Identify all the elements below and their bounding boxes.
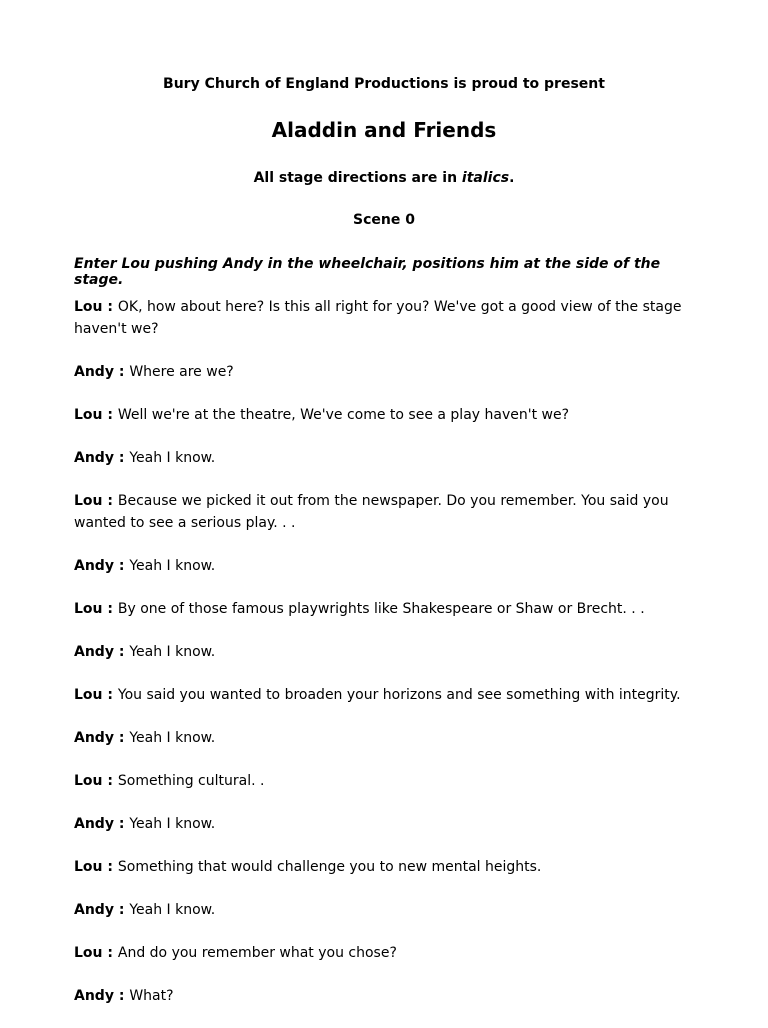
directions-note-italic: italics	[461, 170, 510, 186]
directions-note-suffix: .	[509, 170, 515, 186]
speaker-name: Andy	[74, 644, 114, 660]
speech-text: Because we picked it out from the newspaper. Do you remember. You said you wanted to see a serious play. . .	[74, 493, 669, 531]
speaker-name: Lou	[74, 859, 103, 875]
speaker-separator: :	[102, 773, 118, 789]
speaker-separator: :	[102, 299, 118, 315]
speech-text: Well we're at the theatre, We've come to see a play haven't we?	[117, 407, 570, 423]
speaker-name: Andy	[74, 988, 114, 1004]
dialogue-line	[74, 899, 702, 921]
speech-text: What?	[129, 988, 174, 1004]
speaker-separator: :	[102, 407, 118, 423]
speaker-separator: :	[113, 902, 130, 918]
speaker-separator: :	[113, 364, 130, 380]
speaker-name: Lou	[74, 407, 103, 423]
speaker-name: Lou	[74, 299, 103, 315]
dialogue-line	[74, 447, 702, 469]
speech-text: Yeah I know.	[129, 450, 216, 466]
speaker-separator: :	[113, 450, 130, 466]
speaker-name: Andy	[74, 364, 114, 380]
dialogue-line	[74, 727, 702, 749]
dialogue-line	[74, 555, 702, 577]
speaker-separator: :	[113, 730, 130, 746]
speaker-separator: :	[113, 558, 130, 574]
speaker-separator: :	[102, 945, 118, 961]
speech-text: You said you wanted to broaden your horizons and see something with integrity.	[117, 687, 681, 703]
speaker-separator: :	[102, 687, 118, 703]
speaker-name: Andy	[74, 558, 114, 574]
speaker-name: Lou	[74, 687, 103, 703]
speech-text: Where are we?	[129, 364, 234, 380]
scene-heading: Scene 0	[353, 212, 415, 228]
dialogue-line	[74, 490, 702, 534]
speaker-name: Andy	[74, 816, 114, 832]
speech-text: Yeah I know.	[129, 730, 216, 746]
stage-direction: Enter Lou pushing Andy in the wheelchair, positions him at the side of the stage.	[74, 256, 661, 288]
dialogue-line	[74, 296, 702, 340]
stage-directions-note	[0, 170, 768, 186]
speaker-separator: :	[113, 988, 130, 1004]
dialogue-line	[74, 598, 702, 620]
speaker-name: Lou	[74, 945, 103, 961]
speaker-separator: :	[113, 644, 130, 660]
dialogue-line	[74, 361, 702, 383]
speech-text: Something that would challenge you to new mental heights.	[117, 859, 542, 875]
presenter-line: Bury Church of England Productions is proud to present	[163, 76, 605, 92]
speech-text: Yeah I know.	[129, 816, 216, 832]
speech-text: Something cultural. .	[117, 773, 265, 789]
speech-text: Yeah I know.	[129, 644, 216, 660]
dialogue-line	[74, 856, 702, 878]
speaker-name: Lou	[74, 493, 103, 509]
speech-text: Yeah I know.	[129, 558, 216, 574]
dialogue-line	[74, 942, 702, 964]
directions-note-prefix: All stage directions are in	[253, 170, 462, 186]
dialogue-line	[74, 641, 702, 663]
speaker-separator: :	[113, 816, 130, 832]
dialogue-line	[74, 813, 702, 835]
speech-text: And do you remember what you chose?	[117, 945, 397, 961]
speaker-separator: :	[102, 859, 118, 875]
dialogue-line	[74, 404, 702, 426]
speech-text: By one of those famous playwrights like Shakespeare or Shaw or Brecht. . .	[117, 601, 645, 617]
dialogue-line	[74, 770, 702, 792]
speech-text: Yeah I know.	[129, 902, 216, 918]
speech-text: OK, how about here? Is this all right for you? We've got a good view of the stage haven't we?	[74, 299, 682, 337]
dialogue	[74, 296, 702, 1028]
speaker-name: Andy	[74, 902, 114, 918]
speaker-name: Lou	[74, 773, 103, 789]
speaker-name: Andy	[74, 450, 114, 466]
speaker-separator: :	[102, 493, 118, 509]
dialogue-line	[74, 684, 702, 706]
dialogue-line	[74, 985, 702, 1007]
speaker-name: Lou	[74, 601, 103, 617]
play-title: Aladdin and Friends	[271, 118, 497, 142]
speaker-name: Andy	[74, 730, 114, 746]
speaker-separator: :	[102, 601, 118, 617]
